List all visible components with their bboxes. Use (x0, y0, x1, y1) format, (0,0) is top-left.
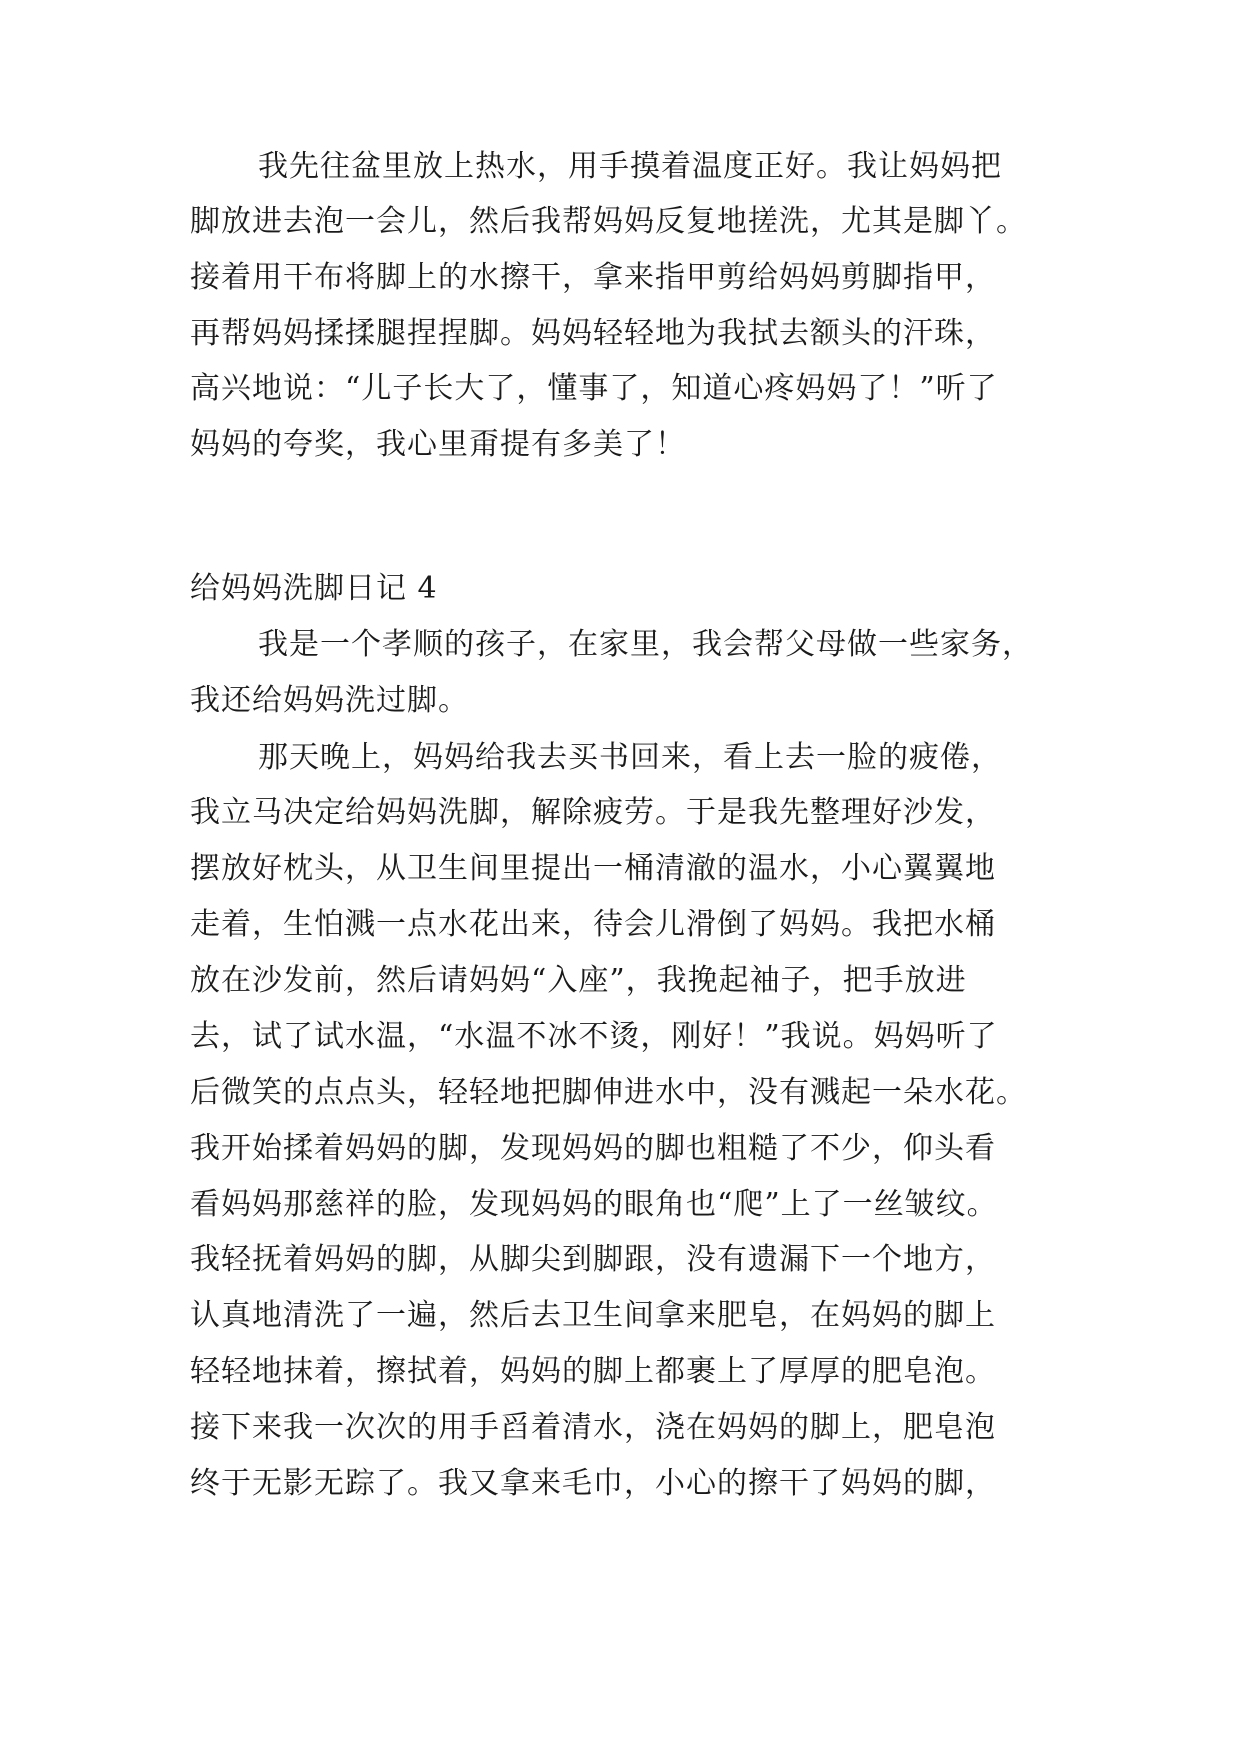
text-line: 我是一个孝顺的孩子，在家里，我会帮父母做一些家务， (258, 627, 1033, 662)
text-line: 走着，生怕溅一点水花出来，待会儿滑倒了妈妈。我把水桶 (190, 907, 996, 942)
text-line: 轻轻地抹着，擦拭着，妈妈的脚上都裹上了厚厚的肥皂泡。 (190, 1354, 996, 1389)
text-line: 认真地清洗了一遍，然后去卫生间拿来肥皂，在妈妈的脚上 (190, 1298, 996, 1333)
text-line: 妈妈的夸奖，我心里甭提有多美了！ (190, 427, 686, 462)
text-line: 终于无影无踪了。我又拿来毛巾，小心的擦干了妈妈的脚， (190, 1466, 996, 1501)
text-line: 接着用干布将脚上的水擦干，拿来指甲剪给妈妈剪脚指甲， (190, 260, 996, 295)
text-line: 我先往盆里放上热水，用手摸着温度正好。我让妈妈把 (258, 149, 1002, 184)
text-line: 我轻抚着妈妈的脚，从脚尖到脚跟，没有遗漏下一个地方， (190, 1242, 996, 1277)
text-line: 放在沙发前，然后请妈妈“入座”，我挽起袖子，把手放进 (190, 963, 967, 998)
text-line: 高兴地说：“儿子长大了，懂事了，知道心疼妈妈了！”听了 (190, 371, 998, 406)
text-line: 后微笑的点点头，轻轻地把脚伸进水中，没有溅起一朵水花。 (190, 1075, 1027, 1110)
section-title: 给妈妈洗脚日记 4 (190, 571, 438, 606)
text-line: 那天晚上，妈妈给我去买书回来，看上去一脸的疲倦， (258, 740, 1002, 775)
text-line: 去，试了试水温，“水温不冰不烫，刚好！”我说。妈妈听了 (190, 1019, 998, 1054)
text-line: 脚放进去泡一会儿，然后我帮妈妈反复地搓洗，尤其是脚丫。 (190, 204, 1027, 239)
text-line: 看妈妈那慈祥的脸，发现妈妈的眼角也“爬”上了一丝皱纹。 (190, 1187, 998, 1222)
text-line: 再帮妈妈揉揉腿捏捏脚。妈妈轻轻地为我拭去额头的汗珠， (190, 316, 996, 351)
text-line: 我开始揉着妈妈的脚，发现妈妈的脚也粗糙了不少，仰头看 (190, 1131, 996, 1166)
text-line: 我立马决定给妈妈洗脚，解除疲劳。于是我先整理好沙发， (190, 795, 996, 830)
text-line: 接下来我一次次的用手舀着清水，浇在妈妈的脚上，肥皂泡 (190, 1410, 996, 1445)
text-line: 我还给妈妈洗过脚。 (190, 683, 469, 718)
text-line: 摆放好枕头，从卫生间里提出一桶清澈的温水，小心翼翼地 (190, 851, 996, 886)
